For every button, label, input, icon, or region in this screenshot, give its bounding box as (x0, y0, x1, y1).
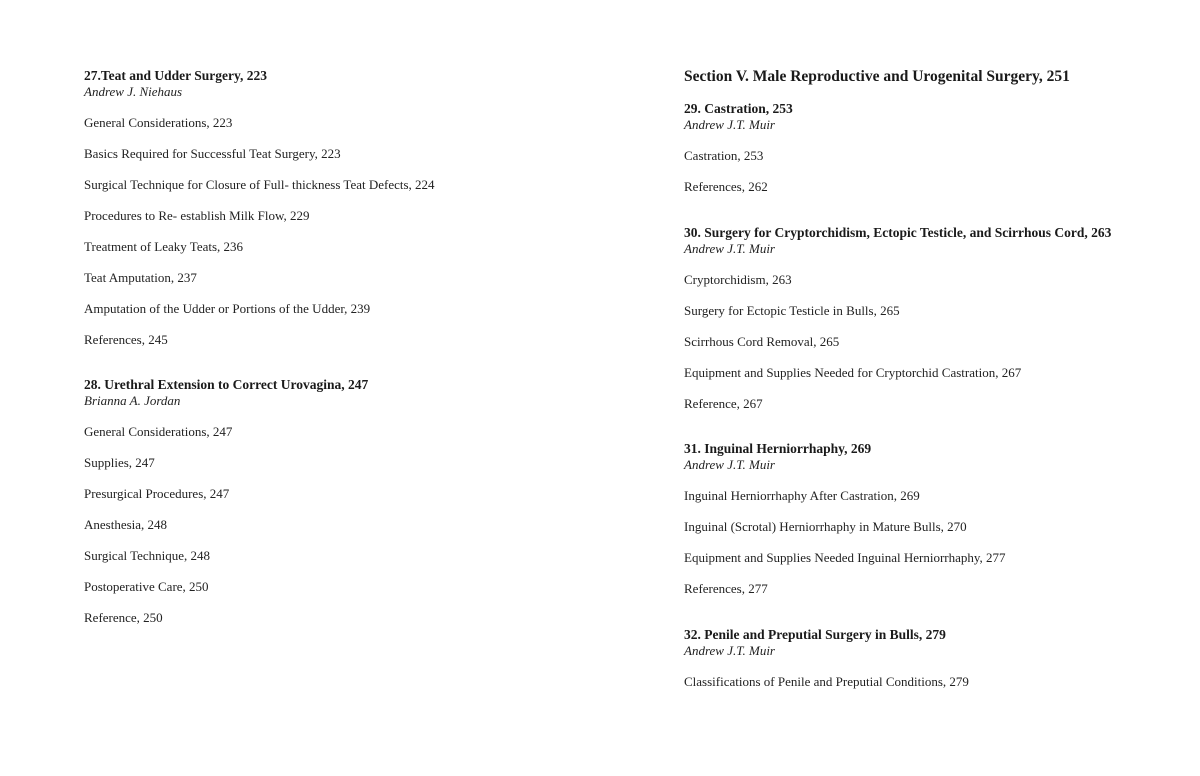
chapter-31-author: Andrew J.T. Muir (684, 457, 775, 472)
toc-entry[interactable]: References, 245 (84, 332, 168, 347)
chapter-32-title[interactable]: 32. Penile and Preputial Surgery in Bulls, 279 (684, 627, 946, 642)
toc-entry[interactable]: Scirrhous Cord Removal, 265 (684, 334, 840, 349)
chapter-29-title[interactable]: 29. Castration, 253 (684, 101, 793, 116)
chapter-31-title[interactable]: 31. Inguinal Herniorrhaphy, 269 (684, 441, 872, 456)
toc-entry[interactable]: Anesthesia, 248 (84, 517, 168, 532)
chapter-32-author: Andrew J.T. Muir (684, 643, 775, 658)
toc-entry[interactable]: Postoperative Care, 250 (84, 579, 209, 594)
toc-entry[interactable]: General Considerations, 223 (84, 115, 233, 130)
toc-entry[interactable]: Inguinal (Scrotal) Herniorrhaphy in Mature Bulls, 270 (684, 519, 967, 534)
toc-entry[interactable]: References, 277 (684, 581, 768, 596)
chapter-30-title[interactable]: 30. Surgery for Cryptorchidism, Ectopic Testicle, and Scirrhous Cord, 263 (684, 225, 1112, 240)
toc-entry[interactable]: General Considerations, 247 (84, 424, 233, 439)
toc-entry[interactable]: Inguinal Herniorrhaphy After Castration, 269 (684, 488, 920, 503)
toc-entry[interactable]: Treatment of Leaky Teats, 236 (84, 239, 244, 254)
chapter-27-author: Andrew J. Niehaus (84, 84, 183, 99)
chapter-30-author: Andrew J.T. Muir (684, 241, 775, 256)
toc-entry[interactable]: References, 262 (684, 179, 768, 194)
toc-entry[interactable]: Surgical Technique for Closure of Full- thickness Teat Defects, 224 (84, 177, 435, 192)
toc-entry[interactable]: Supplies, 247 (84, 455, 155, 470)
chapter-28-author: Brianna A. Jordan (84, 393, 181, 408)
chapter-29-author: Andrew J.T. Muir (684, 117, 775, 132)
section-v-title[interactable]: Section V. Male Reproductive and Urogenital Surgery, 251 (684, 68, 1070, 85)
chapter-28-title[interactable]: 28. Urethral Extension to Correct Urovagina, 247 (84, 377, 369, 392)
toc-entry[interactable]: Castration, 253 (684, 148, 764, 163)
toc-entry[interactable]: Presurgical Procedures, 247 (84, 486, 230, 501)
toc-entry[interactable]: Teat Amputation, 237 (84, 270, 197, 285)
toc-entry[interactable]: Equipment and Supplies Needed Inguinal Herniorrhaphy, 277 (684, 550, 1006, 565)
toc-entry[interactable]: Reference, 267 (684, 396, 763, 411)
toc-entry[interactable]: Basics Required for Successful Teat Surgery, 223 (84, 146, 341, 161)
toc-entry[interactable]: Surgical Technique, 248 (84, 548, 211, 563)
toc-entry[interactable]: Equipment and Supplies Needed for Cryptorchid Castration, 267 (684, 365, 1022, 380)
chapter-27-title[interactable]: 27.Teat and Udder Surgery, 223 (84, 68, 268, 83)
toc-entry[interactable]: Cryptorchidism, 263 (684, 272, 792, 287)
toc-entry[interactable]: Reference, 250 (84, 610, 163, 625)
toc-entry[interactable]: Classifications of Penile and Preputial Conditions, 279 (684, 674, 969, 689)
toc-entry[interactable]: Procedures to Re- establish Milk Flow, 229 (84, 208, 310, 223)
toc-entry[interactable]: Surgery for Ectopic Testicle in Bulls, 265 (684, 303, 900, 318)
toc-entry[interactable]: Amputation of the Udder or Portions of the Udder, 239 (84, 301, 371, 316)
